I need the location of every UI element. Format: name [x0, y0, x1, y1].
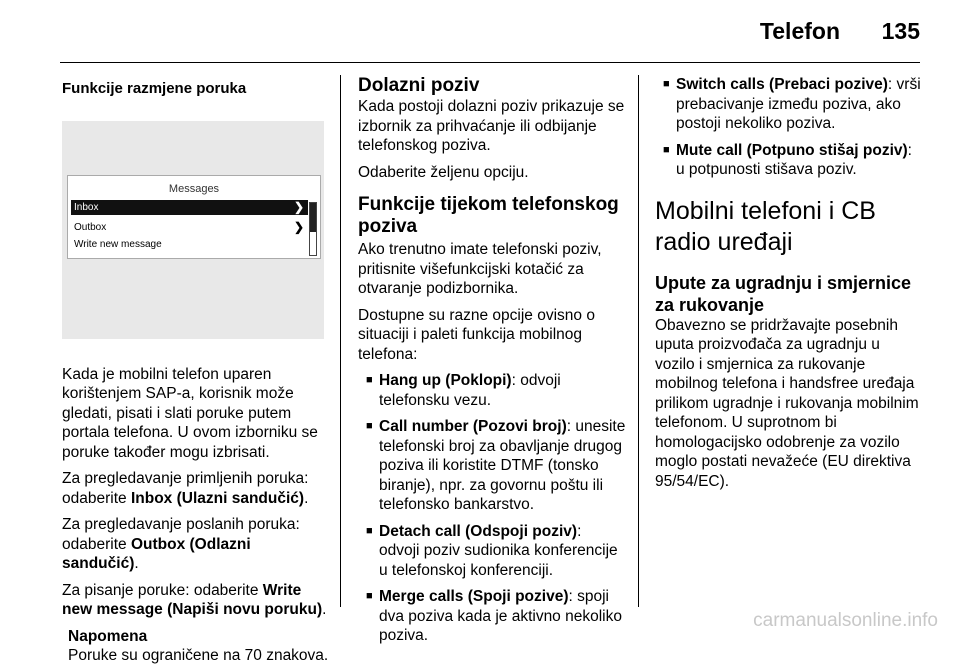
messages-menu — [67, 175, 321, 259]
menu-title: Messages — [168, 182, 220, 195]
menu-item-outbox — [71, 220, 308, 235]
paragraph-inbox: Za pregledavanje primljenih poruka: odaberite Inbox (Ulazni sandučić). — [62, 470, 309, 507]
menu-item-label: Inbox — [74, 201, 99, 213]
page-number: 135 — [881, 18, 920, 44]
inbox-term: Inbox (Ulazni sandučić) — [130, 489, 305, 507]
heading-incoming-call: Dolazni poziv — [358, 75, 480, 96]
bullet-icon: ■ — [663, 78, 670, 90]
list-item: ■ Mute call (Potpuno stišaj poziv): u potpunosti stišava poziv. — [663, 141, 912, 178]
scrollbar — [309, 202, 317, 256]
menu-item-label: Write new message — [74, 238, 162, 250]
menu-item-write-new-message — [71, 237, 308, 252]
list-item: ■ Detach call (Odspoji poziv): odvoji poziv sudionika konferencije u telefonskoj konferenciji. — [366, 522, 618, 579]
column-2 — [358, 75, 626, 653]
heading-during-call: Funkcije tijekom telefonskog poziva — [358, 194, 619, 237]
paragraph-select: Odaberite željenu opciju. — [358, 163, 529, 181]
list-item: ■ Merge calls (Spoji pozive): spoji dva poziva kada je aktivno nekoliko poziva. — [366, 588, 622, 644]
chevron-right-icon: ❯ — [293, 219, 304, 234]
column-divider — [638, 75, 639, 607]
write-term: Write new message (Napiši novu poruku) — [62, 581, 323, 618]
menu-item-inbox — [71, 200, 308, 215]
note-box — [68, 627, 330, 666]
bullet-icon: ■ — [663, 143, 670, 156]
watermark: carmanualsonline.info — [753, 610, 938, 631]
list-item: ■ Hang up (Poklopi): odvoji telefonsku vezu. — [366, 372, 561, 409]
scrollbar-thumb — [310, 203, 316, 232]
page-title: Telefon — [759, 18, 840, 44]
paragraph-sap: Kada je mobilni telefon uparen korištenjem SAP-a, korisnik može gledati, pisati i slati poruke putem portala telefona. U ovom izborniku se poruke također mogu izbrisati. — [62, 365, 318, 461]
paragraph-incoming: Kada postoji dolazni poziv prikazuje se izbornik za prihvaćanje ili odbijanje telefonskog poziva. — [358, 98, 625, 154]
note-text: Poruke su ograničene na 70 znakova. — [68, 647, 329, 664]
heading-mobile-cb: Mobilni telefoni i CB radio uređaji — [655, 196, 876, 256]
page-header — [60, 0, 940, 50]
paragraph-options: Dostupne su razne opcije ovisno o situaciji i paleti funkcija mobilnog telefona: — [358, 306, 595, 363]
list-item: ■ Switch calls (Prebaci pozive): vrši prebacivanje između poziva, ako postoji nekoliko poziva. — [663, 76, 921, 132]
column-divider — [340, 75, 341, 607]
section-label: Funkcije razmjene poruka — [62, 80, 247, 97]
paragraph-installation: Obavezno se pridržavajte posebnih uputa proizvođača za ugradnju u vozilo i smjernica za rukovanje mobilnog telefona i handsfree uređaja prilikom ugradnje i rukovanja mobilnim telefonom. U suprotnom bi homologacijsko odobrenje za vozilo moglo postati nevažeće (EU direktiva 95/54/EC). — [655, 316, 919, 490]
bullet-icon: ■ — [366, 524, 373, 537]
outbox-term: Outbox (Odlazni sandučić) — [62, 535, 251, 572]
heading-installation: Upute za ugradnju i smjernice za rukovanje — [655, 272, 912, 315]
bullet-icon: ■ — [366, 590, 373, 602]
column-3 — [655, 75, 923, 498]
paragraph-outbox: Za pregledavanje poslanih poruka: odaberite Outbox (Odlazni sandučić). — [62, 516, 300, 572]
menu-item-label: Outbox — [74, 221, 107, 233]
messages-screen-illustration — [62, 121, 324, 339]
header-divider — [60, 62, 920, 63]
column-1 — [62, 75, 330, 666]
list-item: ■ Call number (Pozovi broj): unesite telefonski broj za obavljanje drugog poziva ili koristite DTMF (tonsko biranje), npr. za govornu poštu ili telefonsko bankarstvo. — [366, 418, 626, 513]
chevron-right-icon: ❯ — [293, 199, 304, 214]
call-options-list — [366, 371, 626, 646]
bullet-icon: ■ — [366, 420, 373, 432]
paragraph-during: Ako trenutno imate telefonski poziv, pritisnite višefunkcijski kotačić za otvaranje podizbornika. — [358, 241, 602, 297]
paragraph-write: Za pisanje poruke: odaberite Write new message (Napiši novu poruku). — [62, 581, 327, 618]
call-options-list-continued — [663, 75, 923, 180]
note-title: Napomena — [68, 627, 148, 645]
bullet-icon: ■ — [366, 374, 373, 386]
